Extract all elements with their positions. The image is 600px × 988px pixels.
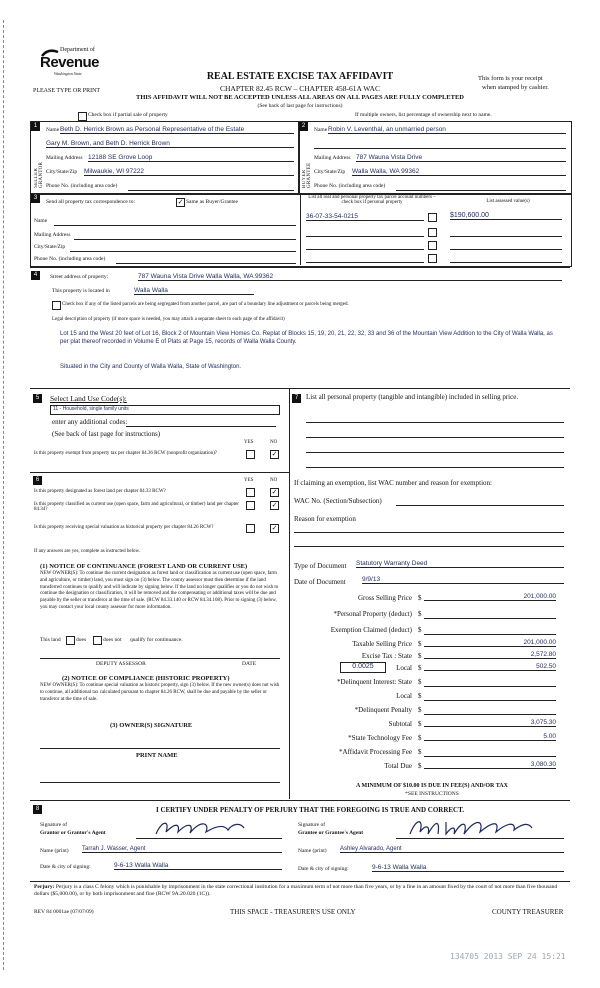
buyer-phone[interactable] <box>396 182 566 191</box>
perforation-margin <box>3 20 4 970</box>
personal-property-checkbox-2[interactable] <box>428 228 437 237</box>
affidavit-fee-label: *Affidavit Processing Fee <box>339 748 412 756</box>
located-label: This property is located in <box>52 288 110 294</box>
section-5-7-divider <box>289 389 290 799</box>
reason-line-2[interactable] <box>294 544 564 547</box>
does-checkbox[interactable] <box>66 636 75 645</box>
does-not-checkbox[interactable] <box>93 636 102 645</box>
total-due-value[interactable]: 3,080.30 <box>424 761 556 769</box>
grantor-name-label: Name (print) <box>40 848 69 854</box>
exempt-question: Is this property exempt from property tax per chapter 84.36 RCW (nonprofit organization)? <box>34 451 217 456</box>
gross-label: Gross Selling Price <box>357 594 412 602</box>
recording-stamp: 134705 2013 SEP 24 15:21 <box>450 952 566 961</box>
taxable-dollar: $ <box>418 640 422 648</box>
multiple-owners-note: If multiple owners, list percentage of ownership next to name. <box>355 112 492 118</box>
reason-label: Reason for exemption <box>294 515 356 523</box>
deputy-assessor-label: DEPUTY ASSESSOR <box>96 661 146 667</box>
additional-codes[interactable] <box>126 418 276 427</box>
personal-property-line-1[interactable] <box>306 420 564 423</box>
personal-property-checkbox-4[interactable] <box>428 254 437 263</box>
personal-deduct-label: *Personal Property (deduct) <box>333 610 412 618</box>
sec6-no-header: NO <box>270 478 278 483</box>
gross-value[interactable]: 201,000.00 <box>424 593 556 601</box>
forest-land-question: Is this property designated as forest land per chapter 84.33 RCW? <box>34 489 166 494</box>
corr-address[interactable] <box>74 232 296 240</box>
delinq-state-dollar: $ <box>418 678 422 686</box>
doc-date-label: Date of Document <box>294 578 346 586</box>
segregated-checkbox[interactable] <box>52 301 61 310</box>
corr-name[interactable] <box>54 218 296 226</box>
corr-city-label: City/State/Zip <box>34 244 66 250</box>
buyer-city[interactable]: Walla Walla, WA 99362 <box>352 168 566 176</box>
delinq-local-dollar: $ <box>418 692 422 700</box>
back-note: (See back of last page for instructions) <box>257 103 343 109</box>
grantor-signature-scribble-icon <box>136 818 282 838</box>
deputy-date-label: DATE <box>242 661 257 667</box>
sec6-yes-header: YES <box>244 478 254 483</box>
delinq-state-label: *Delinquent Interest: State <box>336 678 412 686</box>
doc-type[interactable]: Statutory Warranty Deed <box>356 560 564 568</box>
rev-number: REV 84 0001ae (07/07/09) <box>34 909 94 915</box>
grantor-date-label: Date & city of signing: <box>40 864 91 870</box>
grantee-date[interactable]: 9-6-13 Walla Walla <box>372 864 564 872</box>
delinq-state-value[interactable] <box>424 678 556 687</box>
segregated-label: Check box if any of the listed parcels are being segregated from another parcel, are part of a boundary line adjustment or parcels being merged. <box>62 302 349 307</box>
section-6-top-rule <box>30 472 289 473</box>
situated-text[interactable]: Situated in the City and County of Walla Walla, State of Washington. <box>60 364 242 370</box>
perjury-notice <box>34 884 570 898</box>
section-4-number: 4 <box>31 271 40 280</box>
reason-line-1[interactable] <box>294 530 564 533</box>
perjury-bold-label: Perjury: <box>34 884 55 890</box>
section-7-number: 7 <box>292 394 301 403</box>
street-label: Street address of property: <box>50 274 109 280</box>
form-title: REAL ESTATE EXCISE TAX AFFIDAVIT <box>206 71 394 82</box>
excise-state-label: Excise Tax : State <box>361 652 412 660</box>
personal-property-checkbox-3[interactable] <box>428 241 437 250</box>
grantee-name-label: Name (print) <box>298 848 327 854</box>
legal-desc-label: Legal description of property (if more space is needed, you may attach a separate sheet to each page of the affidavit) <box>52 317 285 322</box>
see-back-note: (See back of last page for instructions) <box>52 430 161 438</box>
land-use-label: Select Land Use Code(s): <box>50 394 127 403</box>
taxable-value[interactable]: 201,000.00 <box>424 639 556 647</box>
print-name-label: PRINT NAME <box>136 752 178 759</box>
seller-name-2[interactable]: Gary M. Brown, and Beth D. Herrick Brown <box>46 140 294 148</box>
receipt-note-1: This form is your receipt <box>478 75 543 82</box>
grantee-name[interactable]: Ashley Alvarado, Agent <box>340 846 564 853</box>
seller-phone-label: Phone No. (including area code) <box>46 183 118 189</box>
affidavit-fee-value[interactable] <box>424 748 556 757</box>
personal-dollar: $ <box>418 610 422 618</box>
section-6-number: 6 <box>33 476 42 485</box>
buyer-name-label: Name <box>314 127 328 133</box>
personal-property-line-3[interactable] <box>306 450 564 453</box>
exemption-deduct-value[interactable] <box>424 626 556 635</box>
exemption-deduct-label: Exemption Claimed (deduct) <box>330 626 412 634</box>
personal-property-label: List all personal property (tangible and intangible) included in selling price. <box>306 393 519 401</box>
excise-state-value[interactable]: 2,572.80 <box>424 651 556 659</box>
buyer-city-label: City/State/Zip <box>314 169 346 175</box>
send-correspondence-label: Send all property tax correspondence to: <box>46 199 136 205</box>
this-land-label: This land <box>40 637 61 643</box>
value-row-3[interactable] <box>450 242 562 250</box>
tech-fee-value[interactable]: 5.00 <box>424 733 556 741</box>
parcel-column-divider <box>300 193 301 265</box>
parcel-row-3[interactable] <box>306 242 424 250</box>
street-address[interactable]: 787 Wauna Vista Drive Walla Walla, WA 99362 <box>138 273 562 281</box>
historic-question: Is this property receiving special valuation as historical property per chapter 84.26 RCW? <box>34 525 214 530</box>
section-3-number: 3 <box>31 194 40 203</box>
seller-name-label: Name <box>46 127 60 133</box>
exemption-dollar: $ <box>418 626 422 634</box>
buyer-phone-label: Phone No. (including area code) <box>314 183 386 189</box>
grantor-name[interactable]: Tarrah J. Wasser, Agent <box>82 846 282 853</box>
county-treasurer: COUNTY TREASURER <box>492 908 564 916</box>
grantee-signature[interactable] <box>396 816 564 839</box>
corr-city[interactable] <box>70 244 296 252</box>
subtotal-value[interactable]: 3,075.30 <box>424 719 556 727</box>
buyer-grantee-label: BUYER GRANTEE <box>302 162 312 188</box>
same-as-buyer-label: Same as Buyer/Grantee <box>186 199 238 205</box>
seller-city[interactable]: Milwaukie, WI 97222 <box>84 168 294 176</box>
tech-fee-dollar: $ <box>418 734 422 742</box>
local-rate-box[interactable]: 0.0025 <box>340 662 386 673</box>
deputy-assessor-line[interactable] <box>40 654 280 659</box>
buyer-addr-label: Mailing Address <box>314 155 351 161</box>
owner-signature-line[interactable] <box>40 744 280 749</box>
notice-continuance-title: (1) NOTICE OF CONTINUANCE (FOREST LAND OR CURRENT USE) <box>40 563 248 570</box>
grantor-sig-label-1: Signature of <box>40 822 68 828</box>
local-value[interactable]: 502.50 <box>424 663 556 671</box>
gross-dollar: $ <box>418 594 422 602</box>
perjury-text: Perjury is a class C felony which is punishable by imprisonment in the state correctional institution for a maximum term of not more than five years, or by a fine in an amount fixed by the court of not more than five thousand dollars ($5,000.00), or by both imprisonment and fine (RCW 9A.20.020 (1C)). <box>34 884 558 897</box>
buyer-name[interactable]: Robin V. Leventhal, an unmarried person <box>328 126 566 134</box>
exempt-yes-checkbox[interactable] <box>246 450 255 459</box>
personal-property-checkbox-1[interactable] <box>428 213 437 222</box>
legal-description[interactable]: Lot 15 and the West 20 feet of Lot 16, Block 2 of Mountain View Homes Co. Replat of Blocks 15, 19, 20, 21, 22, 32, 33 and 36 of the Mountain View Addition to the City of Walla Walla, as per plat thereof recorded in Volume E of Plats at Page 15, records of Walla Walla County. <box>60 331 553 345</box>
see-instructions: *SEE INSTRUCTIONS <box>405 791 459 797</box>
delinq-penalty-label: *Delinquent Penalty <box>354 706 412 714</box>
grantee-sig-label-2: Grantee or Grantee's Agent <box>298 830 364 836</box>
notice-compliance-text: NEW OWNER(S): To continue special valuation as historic property, sign (3) below. If the new owner(s) does not wish to continue, all additional tax calculated pursuant to chapter 84.26 RCW, shall be due and payable by the seller or transferor at the time of sale. <box>40 683 280 702</box>
corr-phone[interactable] <box>116 256 296 264</box>
same-as-buyer-checkbox[interactable]: ✓ <box>177 198 184 206</box>
parcel-number[interactable]: 36-07-33-54-0215 <box>306 213 424 221</box>
logo-state: Washington State <box>54 71 82 76</box>
logo-revenue: Revenue <box>40 54 100 71</box>
seller-city-label: City/State/Zip <box>46 169 78 175</box>
treasurer-use: THIS SPACE - TREASURER'S USE ONLY <box>230 908 356 916</box>
forest-yes-checkbox[interactable] <box>246 488 255 497</box>
owner-signature-label: (3) OWNER(S) SIGNATURE <box>110 722 193 729</box>
grantee-signature-scribble-icon <box>396 816 564 838</box>
does-label: does <box>76 637 87 643</box>
historic-yes-checkbox[interactable] <box>246 524 255 533</box>
seller-name[interactable]: Beth D. Herrick Brown as Personal Representative of the Estate <box>60 126 294 134</box>
value-row-4[interactable] <box>450 255 562 263</box>
current-use-no-checkbox[interactable]: ✓ <box>271 501 278 509</box>
seller-phone[interactable] <box>128 182 294 191</box>
does-not-label: does not <box>103 637 122 643</box>
corr-name-label: Name <box>34 218 48 224</box>
section-8-number: 8 <box>33 805 42 814</box>
notice-continuance-text: NEW OWNER(S): To continue the current designation as forest land or classification as current use (open space, farm and agriculture, or timber) land, you must sign on (3) below. The county assessor must then determine if the land transferred continues to qualify and will indicate by signing below. If the land no longer qualifies or you do not wish to continue the designation or classification, it will be removed and the compensating or additional taxes will be due and payable by the seller or transferor at the time of sale. (RCW 84.33.140 or RCW 84.34.108). Prior to signing (3) below, you may contact your local county assessor for more information. <box>40 571 279 610</box>
dor-logo <box>34 44 114 84</box>
section-1-number: 1 <box>31 122 40 131</box>
seller-address[interactable]: 12188 SE Grove Loop <box>88 154 294 162</box>
seller-addr-label: Mailing Address <box>46 155 83 161</box>
parcel-row-2[interactable] <box>306 229 424 237</box>
tech-fee-label: *State Technology Fee <box>348 734 412 742</box>
subtotal-label: Subtotal <box>388 720 412 728</box>
personal-property-line-2[interactable] <box>306 435 564 438</box>
partial-sale-checkbox[interactable] <box>78 112 87 121</box>
grantor-sig-label-2: Grantor or Grantor's Agent <box>40 830 106 836</box>
print-name-line[interactable] <box>40 778 280 783</box>
delinq-local-value[interactable] <box>424 692 556 701</box>
form-warning: THIS AFFIDAVIT WILL NOT BE ACCEPTED UNLESS ALL AREAS ON ALL PAGES ARE FULLY COMPLETED <box>136 94 464 101</box>
buyer-name-2[interactable] <box>314 140 566 149</box>
logo-agency: Department of <box>60 47 95 53</box>
total-due-label: Total Due <box>384 762 412 770</box>
subtotal-dollar: $ <box>418 720 422 728</box>
parcel-row-4[interactable] <box>306 255 424 263</box>
certify-statement: I CERTIFY UNDER PENALTY OF PERJURY THAT THE FOREGOING IS TRUE AND CORRECT. <box>155 806 464 814</box>
section-4-box <box>30 267 570 389</box>
exempt-no-checkbox[interactable]: ✓ <box>271 450 278 458</box>
forest-no-checkbox[interactable]: ✓ <box>271 488 278 496</box>
corr-phone-label: Phone No. (including area code) <box>34 256 106 262</box>
print-note: PLEASE TYPE OR PRINT <box>33 88 101 94</box>
grantor-signature[interactable] <box>136 818 282 839</box>
seller-grantor-label: SELLER GRANTOR <box>34 161 44 188</box>
minimum-due-note: A MINIMUM OF $10.00 IS DUE IN FEE(S) AND/OR TAX <box>356 783 508 789</box>
doc-date[interactable]: 9/9/13 <box>362 576 564 584</box>
wac-number[interactable] <box>396 497 564 506</box>
delinq-local-label: Local <box>396 692 412 700</box>
located-in[interactable]: Walla Walla <box>134 287 254 295</box>
receipt-note-2: when stamped by cashier. <box>482 84 549 91</box>
value-row-2[interactable] <box>450 229 562 237</box>
current-use-question: Is this property classified as current use (open space, farm and agricultural, or timber) land per chapter 84.34? <box>34 502 239 512</box>
local-label: Local <box>396 664 412 672</box>
partial-sale-label: Check box if partial sale of property <box>88 112 168 118</box>
personal-deduct-value[interactable] <box>424 610 556 619</box>
form-chapter: CHAPTER 82.45 RCW – CHAPTER 458-61A WAC <box>220 84 380 93</box>
sec5-yes-header: YES <box>244 440 254 445</box>
historic-no-checkbox[interactable]: ✓ <box>271 524 278 532</box>
if-yes-note: If any answers are yes, complete as instructed below. <box>34 549 141 554</box>
local-dollar: $ <box>418 664 422 672</box>
doc-type-label: Type of Document <box>294 562 347 570</box>
affidavit-fee-dollar: $ <box>418 748 422 756</box>
taxable-label: Taxable Selling Price <box>352 640 412 648</box>
section-5-number: 5 <box>33 394 42 403</box>
additional-codes-label: enter any additional codes: <box>52 418 128 426</box>
land-use-code[interactable]: 11 - Household, single family units <box>50 405 280 415</box>
exemption-label: If claiming an exemption, list WAC number and reason for exemption: <box>294 479 492 487</box>
wac-label: WAC No. (Section/Subsection) <box>294 497 382 505</box>
corr-addr-label: Mailing Address <box>34 232 71 238</box>
delinq-penalty-dollar: $ <box>418 706 422 714</box>
current-use-yes-checkbox[interactable] <box>246 501 255 510</box>
section-2-number: 2 <box>299 122 308 131</box>
grantee-sig-label-1: Signature of <box>298 822 326 828</box>
grantor-date[interactable]: 9-6-13 Walla Walla <box>114 862 282 870</box>
total-due-dollar: $ <box>418 762 422 770</box>
excise-state-dollar: $ <box>418 652 422 660</box>
value-header: List assessed value(s) <box>486 199 530 204</box>
grantee-date-label: Date & city of signing: <box>298 866 349 872</box>
assessed-value[interactable]: $190,600.00 <box>450 212 562 220</box>
delinq-penalty-value[interactable] <box>424 706 556 715</box>
parcel-header: List all real and personal property tax parcel account numbers – check box if personal property <box>308 195 436 205</box>
sec5-no-header: NO <box>270 440 278 445</box>
buyer-address[interactable]: 787 Wauna Vista Drive <box>356 154 566 162</box>
notice-compliance-title: (2) NOTICE OF COMPLIANCE (HISTORIC PROPERTY) <box>62 675 230 682</box>
personal-property-line-4[interactable] <box>306 465 564 468</box>
qualify-label: qualify for continuance. <box>130 637 183 643</box>
